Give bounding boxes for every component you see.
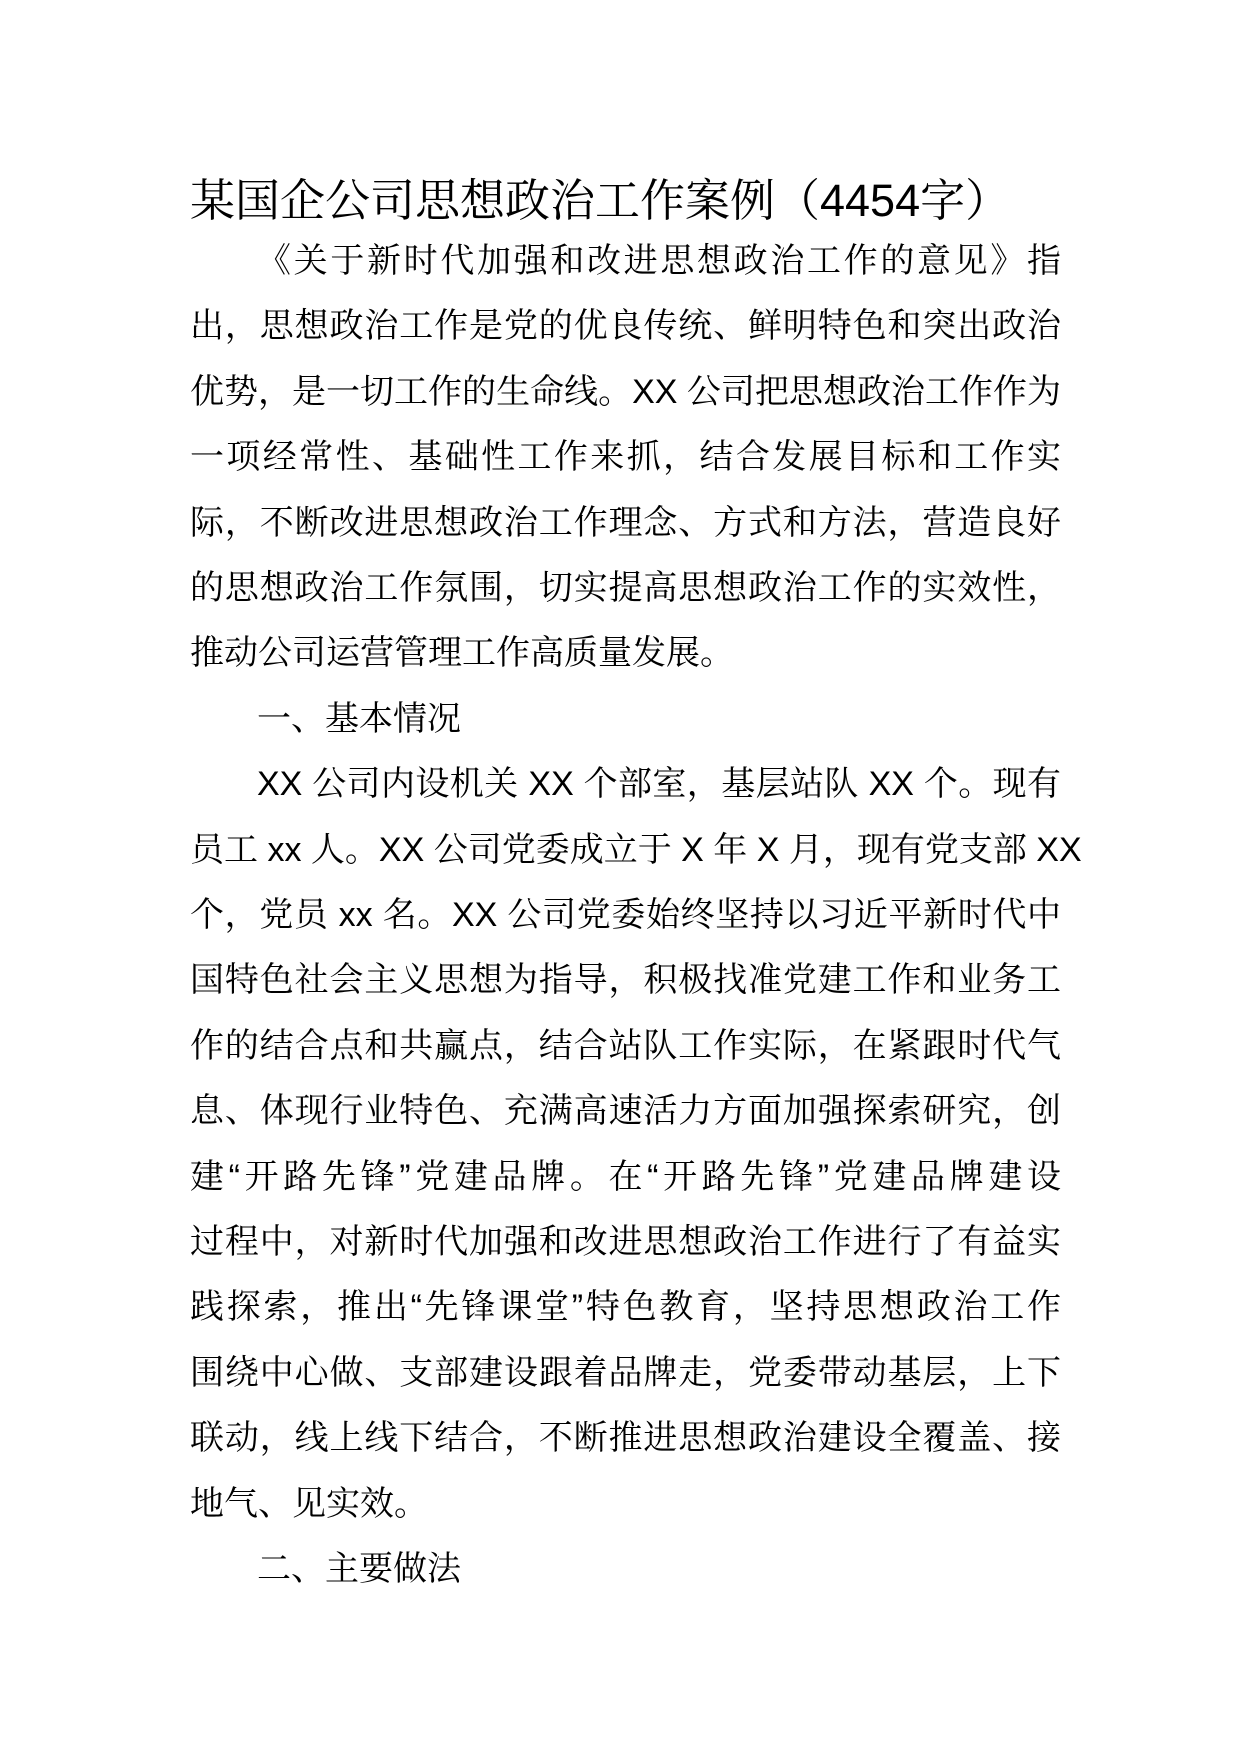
section1-line: 联动，线上线下结合，不断推进思想政治建设全覆盖、接 <box>190 1419 1061 1458</box>
section1-line: 围绕中心做、支部建设跟着品牌走，党委带动基层，上下 <box>190 1353 1061 1392</box>
intro-line: 优势，是一切工作的生命线。XX 公司把思想政治工作作为 <box>190 372 1061 411</box>
intro-line: 推动公司运营管理工作高质量发展。 <box>190 634 734 673</box>
intro-line: 际，不断改进思想政治工作理念、方式和方法，营造良好 <box>190 503 1061 542</box>
section1-line: 员工 xx 人。XX 公司党委成立于 X 年 X 月，现有党支部 XX <box>190 830 1082 869</box>
document-title: 某国企公司思想政治工作案例（4454字） <box>190 175 1011 226</box>
section1-line: 建“开路先锋”党建品牌。在“开路先锋”党建品牌建设 <box>190 1157 1061 1196</box>
section1-line: 作的结合点和共赢点，结合站队工作实际，在紧跟时代气 <box>190 1026 1061 1065</box>
section1-line: 地气、见实效。 <box>190 1484 428 1523</box>
section1-line: 国特色社会主义思想为指导，积极找准党建工作和业务工 <box>190 961 1061 1000</box>
section1-line: 息、体现行业特色、充满高速活力方面加强探索研究，创 <box>190 1092 1061 1131</box>
intro-line: 一项经常性、基础性工作来抓，结合发展目标和工作实 <box>190 438 1061 477</box>
section1-line: 个，党员 xx 名。XX 公司党委始终坚持以习近平新时代中 <box>190 896 1061 934</box>
intro-line: 的思想政治工作氛围，切实提高思想政治工作的实效性， <box>190 569 1061 607</box>
intro-line: 《关于新时代加强和改进思想政治工作的意见》指 <box>257 242 1061 280</box>
section-heading-practices: 二、主要做法 <box>257 1550 461 1588</box>
intro-line: 出，思想政治工作是党的优良传统、鲜明特色和突出政治 <box>190 307 1061 346</box>
section1-line: XX 公司内设机关 XX 个部室，基层站队 XX 个。现有 <box>257 765 1061 804</box>
section-heading-basic: 一、基本情况 <box>257 699 461 738</box>
section1-line: 践探索，推出“先锋课堂”特色教育，坚持思想政治工作 <box>190 1288 1061 1327</box>
section1-line: 过程中，对新时代加强和改进思想政治工作进行了有益实 <box>190 1223 1061 1261</box>
